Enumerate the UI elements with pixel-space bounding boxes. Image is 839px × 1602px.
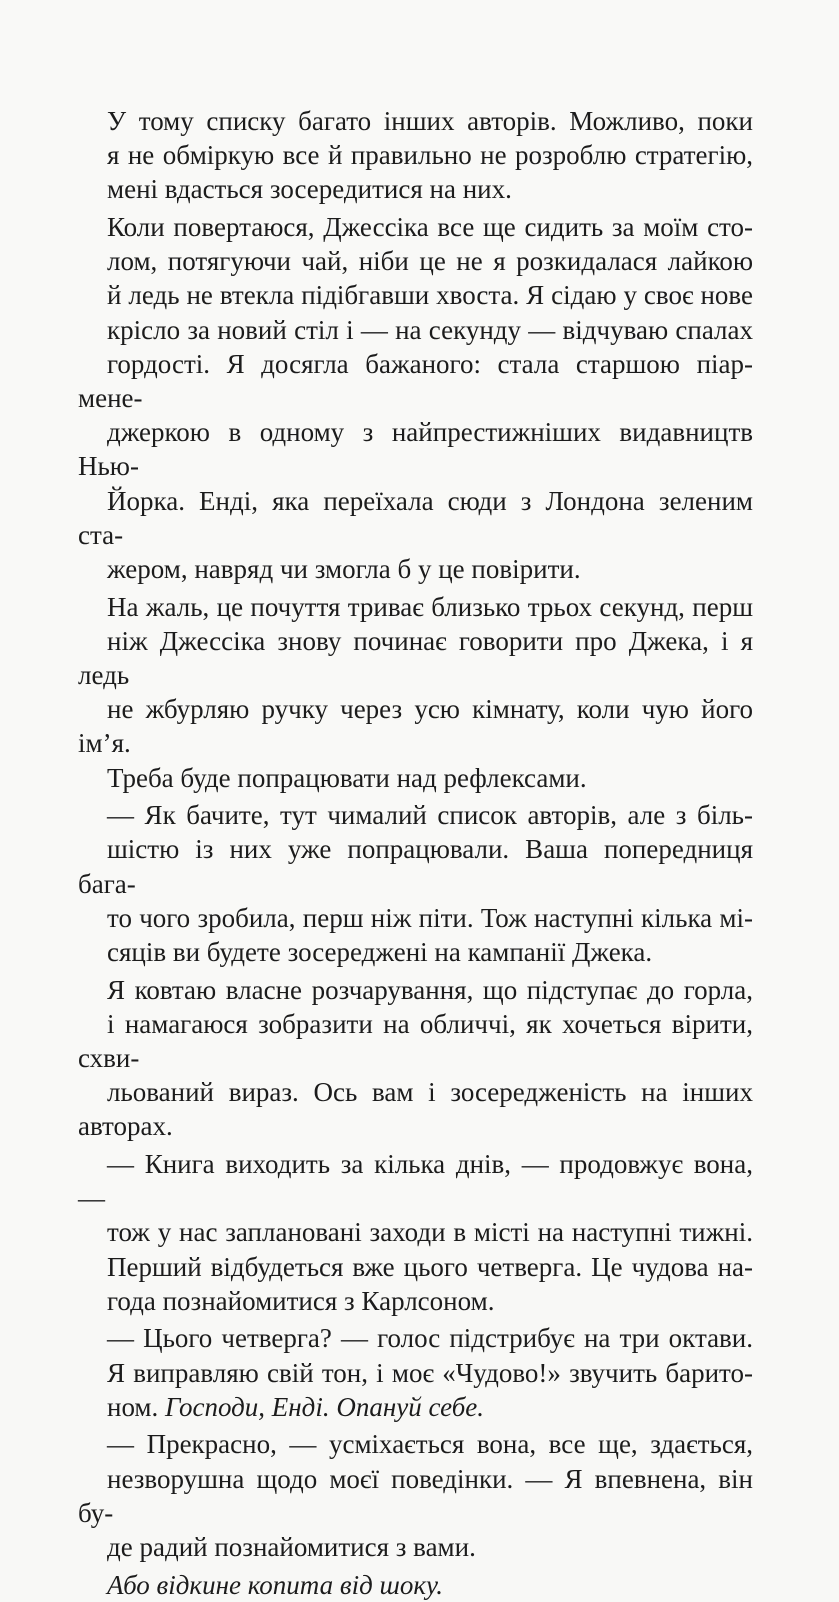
text-line: Я ковтаю власне розчарування, що підступає до горла, [107, 974, 753, 1005]
italic-thought: Господи, Енді. Опануй себе. [165, 1391, 485, 1422]
paragraph-3 [78, 590, 753, 795]
paragraph-4 [78, 798, 753, 969]
text-line: Йорка. Енді, яка переїхала сюди з Лондона зеленим ста- [78, 485, 753, 550]
text-fragment: ном. [107, 1391, 166, 1422]
text-line: — Книга виходить за кілька днів, — продовжує вона, — [78, 1149, 753, 1214]
text-line: і намагаюся зобразити на обличчі, як хочеться вірити, схви- [78, 1008, 753, 1074]
text-line: Треба буде попрацювати над рефлексами. [107, 762, 587, 793]
text-line: де радий познайомитися з вами. [107, 1532, 476, 1563]
text-line: я не обміркую все й правильно не розроблю стратегію, [107, 140, 753, 171]
text-line: Перший відбудеться вже цього четверга. Це чудова на- [107, 1251, 753, 1282]
text-line: то чого зробила, перш ніж піти. Тож наступні кілька мі- [107, 902, 753, 933]
text-line: года познайомитися з Карлсоном. [107, 1285, 495, 1316]
text-line: гордості. Я досягла бажаного: стала старшою піар-мене- [78, 348, 753, 414]
text-line: джеркою в одному з найпрестижніших видавництв Нью- [78, 417, 753, 482]
text-line: — Як бачите, тут чималий список авторів, але з біль- [107, 800, 753, 831]
text-line: сяців ви будете зосереджені на кампанії Джека. [107, 937, 653, 968]
paragraph-9 [78, 1568, 753, 1602]
page-text [78, 104, 753, 1602]
text-line: крісло за новий стіл і — на секунду — відчуваю спалах [107, 314, 753, 345]
paragraph-7 [78, 1321, 753, 1424]
text-line: — Цього четверга? — голос підстрибує на три октави. [107, 1323, 753, 1354]
text-line: не жбурляю ручку через усю кімнату, коли чую його ім’я. [78, 694, 753, 759]
text-line-mixed [78, 1390, 753, 1424]
text-line: й ледь не втекла підібгавши хвоста. Я сідаю у своє нове [107, 280, 753, 311]
italic-thought-line [78, 1568, 753, 1602]
text-line: На жаль, це почуття триває близько трьох секунд, перш [107, 591, 753, 622]
text-line: — Прекрасно, — усміхається вона, все ще, здається, [107, 1429, 753, 1460]
text-line: мені вдасться зосередитися на них. [107, 174, 512, 205]
text-line: Я виправляю свій тон, і моє «Чудово!» звучить барито- [107, 1357, 753, 1388]
paragraph-2 [78, 210, 753, 586]
text-line: У тому списку багато інших авторів. Можливо, поки [107, 106, 753, 136]
paragraph-6 [78, 1147, 753, 1318]
text-line: тож у нас заплановані заходи в місті на наступні тижні. [107, 1217, 753, 1248]
text-line: жером, навряд чи змогла б у це повірити. [107, 554, 581, 585]
text-line: Коли повертаюся, Джессіка все ще сидить за моїм сто- [107, 212, 753, 242]
paragraph-5 [78, 973, 753, 1144]
paragraph-1 [78, 104, 753, 207]
text-line: льований вираз. Ось вам і зосередженість на інших авторах. [78, 1077, 753, 1142]
text-line: ніж Джессіка знову починає говорити про Джека, і я ледь [78, 625, 753, 691]
text-line: лом, потягуючи чай, ніби це не я розкидалася лайкою [107, 246, 753, 277]
paragraph-8 [78, 1427, 753, 1564]
text-line: незворушна щодо моєї поведінки. — Я впевнена, він бу- [78, 1463, 753, 1528]
text-line: шістю із них уже попрацювали. Ваша попередниця бага- [78, 834, 753, 899]
italic-thought: Або відкине копита від шоку. [107, 1569, 444, 1600]
